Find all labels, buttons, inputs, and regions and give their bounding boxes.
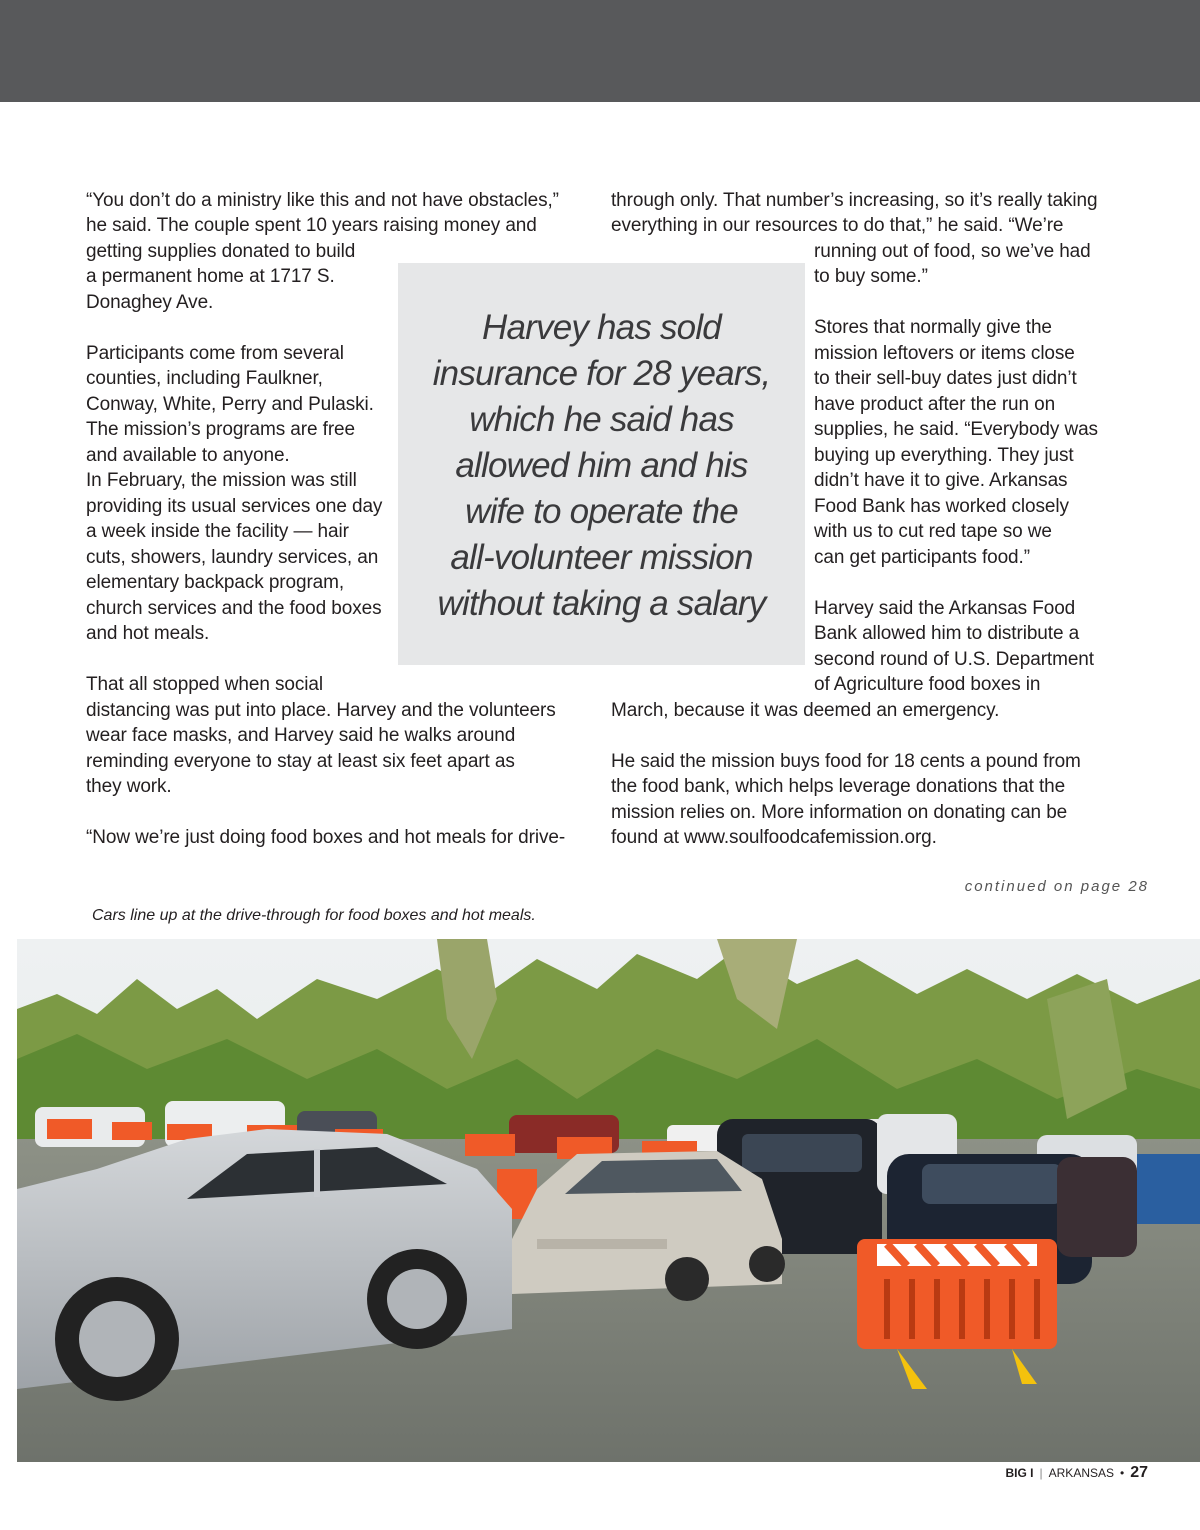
body-text-line: second round of U.S. Department: [814, 649, 1094, 670]
continued-note: continued on page 28: [964, 878, 1149, 895]
pull-quote-line: all-volunteer mission: [450, 538, 753, 577]
footer-brand: BIG I: [1005, 1466, 1034, 1480]
body-text-line: the food bank, which helps leverage donations that the: [611, 776, 1066, 797]
pull-quote-line: allowed him and his: [455, 446, 748, 485]
body-text-line: getting supplies donated to build: [86, 241, 356, 262]
body-text-line: with us to cut red tape so we: [814, 521, 1052, 542]
pull-quote-line: without taking a salary: [437, 584, 766, 623]
body-text-line: of Agriculture food boxes in: [814, 674, 1041, 695]
body-text-line: and hot meals.: [86, 623, 210, 644]
drive-through-photo: [17, 939, 1200, 1462]
body-text-line: Participants come from several: [86, 343, 344, 364]
body-text-line: Harvey said the Arkansas Food: [814, 598, 1076, 619]
body-text-line: He said the mission buys food for 18 cents a pound from: [611, 751, 1081, 772]
pull-quote-line: wife to operate the: [465, 492, 738, 531]
body-text-line: running out of food, so we’ve had: [814, 241, 1091, 262]
footer-bullet: •: [1120, 1466, 1125, 1480]
footer-state: ARKANSAS: [1048, 1466, 1114, 1480]
body-text-line: providing its usual services one day: [86, 496, 383, 517]
body-text-line: “Now we’re just doing food boxes and hot meals for drive-: [86, 827, 566, 848]
body-text-line: Conway, White, Perry and Pulaski.: [86, 394, 374, 415]
body-text-line: mission relies on. More information on donating can be: [611, 802, 1068, 823]
body-text-line: distancing was put into place. Harvey and the volunteers: [86, 700, 556, 721]
pull-quote-line: which he said has: [469, 400, 734, 439]
header-bar: [0, 0, 1200, 102]
body-text-line: a week inside the facility — hair: [86, 521, 349, 542]
body-text-line: mission leftovers or items close: [814, 343, 1075, 364]
body-text-line: buying up everything. They just: [814, 445, 1074, 466]
body-text-line: reminding everyone to stay at least six feet apart as: [86, 751, 515, 772]
page-number: 27: [1130, 1464, 1148, 1481]
page-footer: [1006, 1464, 1149, 1482]
body-text-line: elementary backpack program,: [86, 572, 345, 593]
body-text-line: and available to anyone.: [86, 445, 290, 466]
body-text-line: through only. That number’s increasing, so it’s really taking: [611, 190, 1098, 211]
body-text-line: cuts, showers, laundry services, an: [86, 547, 379, 568]
body-text-line: found at www.soulfoodcafemission.org.: [611, 827, 937, 848]
body-text-line: to their sell-buy dates just didn’t: [814, 368, 1077, 389]
body-text-line: “You don’t do a ministry like this and not have obstacles,”: [86, 190, 559, 211]
body-text-line: Food Bank has worked closely: [814, 496, 1069, 517]
body-text-line: everything in our resources to do that,” he said. “We’re: [611, 215, 1064, 236]
body-text-line: can get participants food.”: [814, 547, 1030, 568]
body-text-line: supplies, he said. “Everybody was: [814, 419, 1098, 440]
body-text-line: In February, the mission was still: [86, 470, 357, 491]
pull-quote-line: insurance for 28 years,: [432, 354, 771, 393]
body-text-line: to buy some.”: [814, 266, 928, 287]
body-text-line: Stores that normally give the: [814, 317, 1052, 338]
body-text-line: Bank allowed him to distribute a: [814, 623, 1080, 644]
body-text-line: church services and the food boxes: [86, 598, 382, 619]
body-text-line: a permanent home at 1717 S.: [86, 266, 335, 287]
body-text-line: have product after the run on: [814, 394, 1056, 415]
body-text-line: didn’t have it to give. Arkansas: [814, 470, 1068, 491]
body-text-line: he said. The couple spent 10 years raising money and: [86, 215, 537, 236]
photo-caption: Cars line up at the drive-through for food boxes and hot meals.: [92, 907, 536, 924]
body-text-line: The mission’s programs are free: [86, 419, 355, 440]
body-text-line: they work.: [86, 776, 172, 797]
body-text-line: wear face masks, and Harvey said he walks around: [86, 725, 516, 746]
pull-quote-line: Harvey has sold: [482, 308, 721, 347]
body-text-line: March, because it was deemed an emergency.: [611, 700, 1000, 721]
body-text-line: That all stopped when social: [86, 674, 323, 695]
body-text-line: counties, including Faulkner,: [86, 368, 323, 389]
body-text-line: Donaghey Ave.: [86, 292, 214, 313]
footer-separator: |: [1039, 1466, 1043, 1480]
